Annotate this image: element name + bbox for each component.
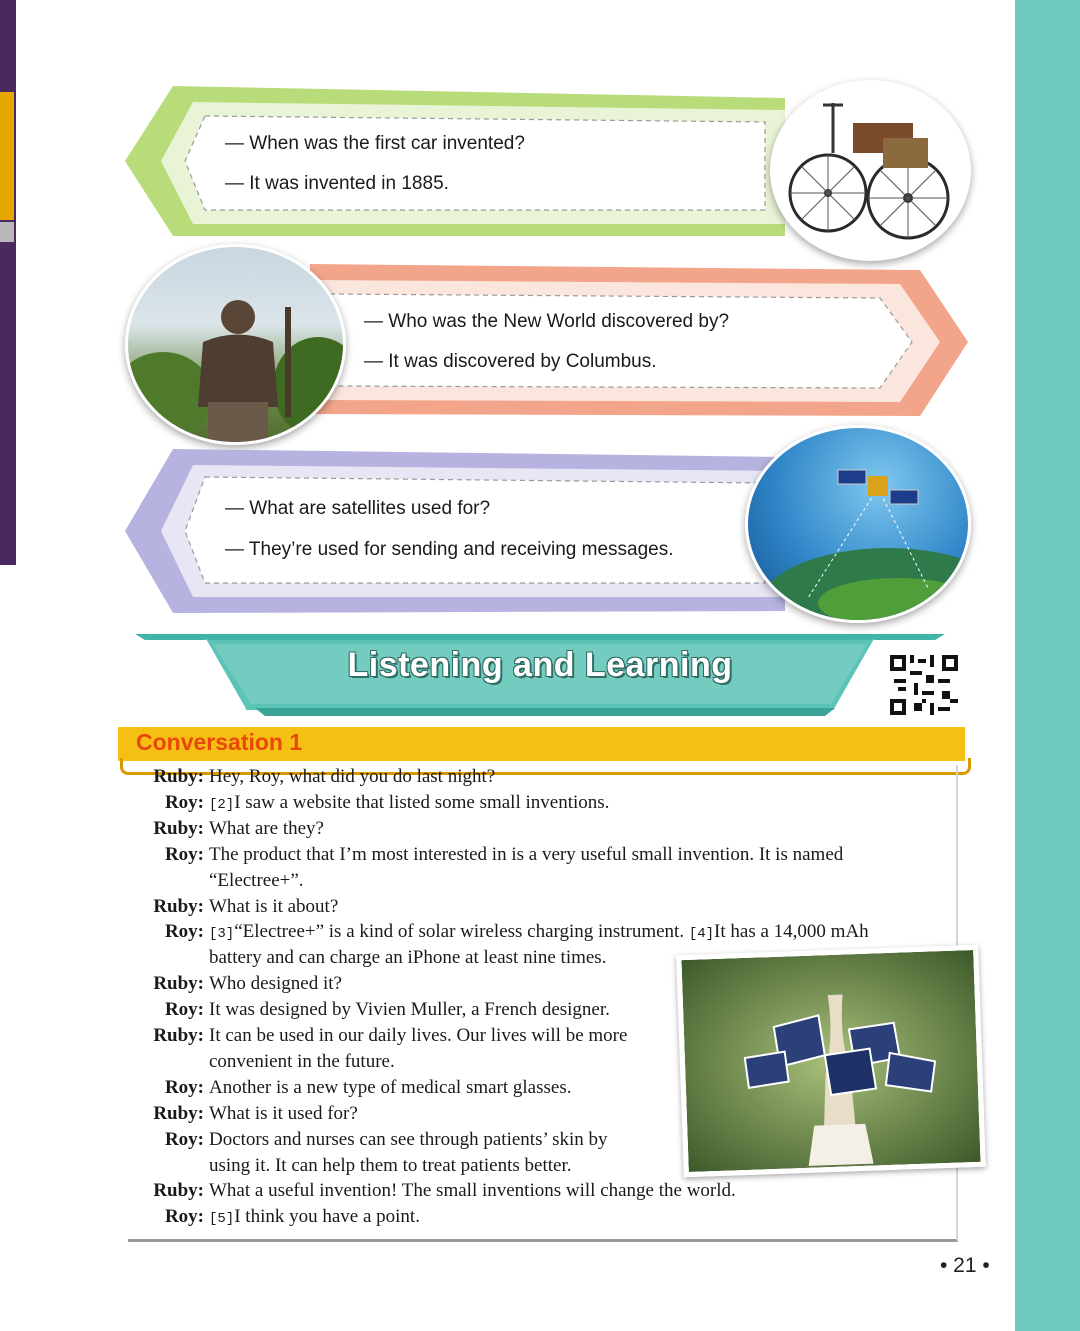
page-number: • 21 • <box>940 1254 990 1277</box>
conversation-line <box>209 870 304 892</box>
speaker-label: Ruby: <box>153 818 204 839</box>
line-text: convenient in the future. <box>209 1051 395 1072</box>
line-text: battery and can charge an iPhone at least nine times. <box>209 947 607 968</box>
conversation-line <box>209 1051 395 1073</box>
speaker-label: Ruby: <box>153 973 204 994</box>
conversation-line <box>209 1077 571 1099</box>
speaker-label: Ruby: <box>153 896 204 917</box>
left-page-tab-gray <box>0 222 14 242</box>
speaker-label: Ruby: <box>153 766 204 787</box>
dialogue-answer: — It was discovered by Columbus. <box>364 351 657 372</box>
speaker-label: Ruby: <box>153 1025 204 1046</box>
conversation-line <box>209 1025 627 1047</box>
sentence-marker: [5] <box>209 1211 235 1227</box>
qr-code-icon[interactable] <box>890 654 958 716</box>
line-text: I think you have a point. <box>234 1206 420 1227</box>
satellite-illustration <box>748 428 968 620</box>
conversation-line <box>209 766 495 788</box>
conversation-line <box>209 921 869 943</box>
sentence-marker: [4] <box>688 926 715 942</box>
conversation-line <box>209 1206 420 1228</box>
line-text: It has a 14,000 mAh <box>714 921 869 942</box>
conversation-title: Conversation 1 <box>136 729 303 755</box>
electree-photo <box>676 945 986 1177</box>
conversation-line <box>209 999 610 1021</box>
speaker-label: Roy: <box>164 1077 204 1098</box>
right-margin-band <box>1015 0 1080 1331</box>
conversation-line <box>209 792 609 814</box>
speaker-label: Roy: <box>164 999 204 1020</box>
line-text: What a useful invention! The small inventions will change the world. <box>209 1180 736 1201</box>
dialogue-question: — When was the first car invented? <box>225 133 525 154</box>
line-text: Another is a new type of medical smart glasses. <box>209 1077 572 1098</box>
car-illustration <box>773 83 968 258</box>
sentence-marker: [2] <box>209 797 235 813</box>
satellite-image <box>745 425 971 623</box>
left-page-tab <box>0 92 14 220</box>
line-text: It can be used in our daily lives. Our lives will be more <box>209 1025 628 1046</box>
line-text: I saw a website that listed some small inventions. <box>234 792 610 813</box>
listening-learning-banner <box>135 632 945 718</box>
speaker-label: Roy: <box>164 1206 204 1227</box>
line-text: Doctors and nurses can see through patients’ skin by <box>209 1129 608 1150</box>
speaker-label: Roy: <box>164 792 204 813</box>
line-text: Hey, Roy, what did you do last night? <box>209 766 496 787</box>
conversation-line <box>209 1103 358 1125</box>
speaker-label: Ruby: <box>153 1103 204 1124</box>
conversation-line <box>209 1155 571 1177</box>
statue-illustration <box>128 247 343 442</box>
speaker-label: Ruby: <box>153 1180 204 1201</box>
line-text: What are they? <box>209 818 324 839</box>
dialogue-answer: — It was invented in 1885. <box>225 173 449 194</box>
electree-illustration <box>681 950 980 1172</box>
conversation-line <box>209 1129 608 1151</box>
conversation-line <box>209 844 843 866</box>
line-text: using it. It can help them to treat patients better. <box>209 1155 572 1176</box>
columbus-statue-image <box>125 244 346 445</box>
line-text: What is it about? <box>209 896 339 917</box>
section-title: Listening and Learning <box>347 646 733 684</box>
conversation-line <box>209 896 338 918</box>
line-text: What is it used for? <box>209 1103 358 1124</box>
sentence-marker: [3] <box>209 926 235 942</box>
line-text: Who designed it? <box>209 973 342 994</box>
speaker-label: Roy: <box>164 844 204 865</box>
line-text: It was designed by Vivien Muller, a French designer. <box>209 999 610 1020</box>
dialogue-answer: — They’re used for sending and receiving messages. <box>225 539 674 560</box>
first-car-image <box>770 80 971 261</box>
line-text: “Electree+” is a kind of solar wireless charging instrument. <box>234 921 685 942</box>
conversation-line <box>209 973 342 995</box>
conversation-line <box>209 947 606 969</box>
left-page-edge <box>0 0 16 565</box>
speaker-label: Roy: <box>164 1129 204 1150</box>
dialogue-question: — What are satellites used for? <box>225 498 491 519</box>
conversation-line <box>209 1180 736 1202</box>
line-text: “Electree+”. <box>209 870 304 891</box>
conversation-line <box>209 818 324 840</box>
line-text: The product that I’m most interested in is a very useful small invention. It is named <box>209 844 844 865</box>
speaker-label: Roy: <box>164 921 204 942</box>
dialogue-question: — Who was the New World discovered by? <box>364 311 730 332</box>
